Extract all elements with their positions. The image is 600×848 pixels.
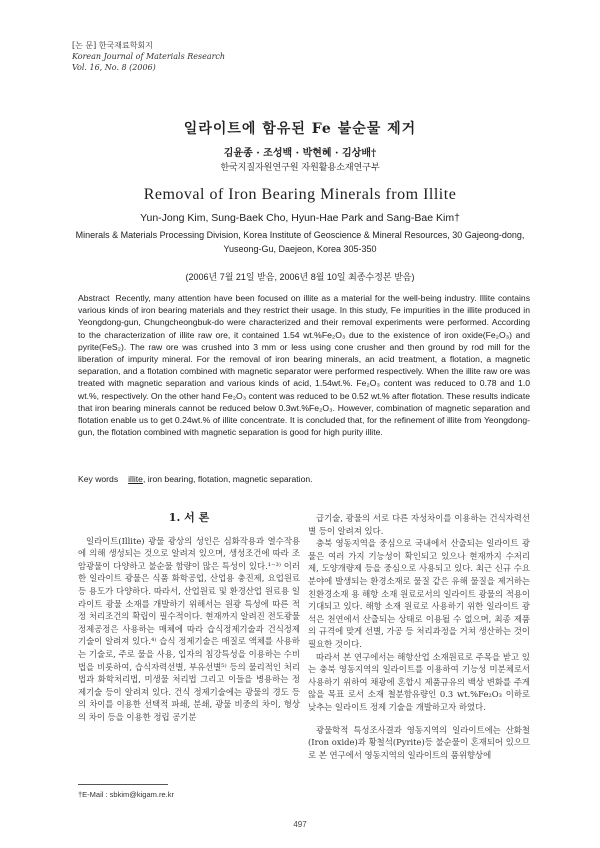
authors-korean: 김윤종 · 조성백 · 박현혜 · 김상배† xyxy=(223,148,377,159)
abstract-label: Abstract xyxy=(78,293,110,303)
journal-name-en: Korean Journal of Materials Research xyxy=(72,52,226,61)
paragraph: 급기술, 광물의 서로 다른 자성차이를 이용하는 건식자력선별 등이 알려져 있다. xyxy=(308,513,530,536)
abstract-text: Recently, many attention have been focused on illite as a material for the well-being industry. Illite contains various kinds of iron bearing materials and they restrict their usage. In this study, Fe impurities in the illite produced in Yeongdong-gun, Chungcheongbuk-do were characterized and their removal experiments were performed. According to the characterization of illite raw ore, it contained 1.54 wt.%Fe₂O₃ due to the existence of iron oxide(Fe₂O₃) and pyrite(FeS₂). The raw ore was crushed into 3 mm or less using cone crusher and then ground by rod mill for the liberation of impurity mineral. For the removal of iron bearing minerals, an acid treatment, a flotation, a magnetic separation, and a flotation combined with magnetic separator were performed respectively. When the illite raw ore was treated with magnetic separation and various kinds of acid, 1.54wt.%. Fe₂O₃ content was reduced to 0.78 and 1.0 wt.%, respectively. On the other hand Fe₂O₃ content was reduced to be 0.52 wt.% after flotation. These results indicate that iron bearing minerals cannot be reduced below 0.3wt.%Fe₂O₃. However, combination of magnetic separation and flotation enable us to get 0.24wt.% of illite concentrate. It is concluded that, for the refinement of illite from Yeongdong-gun, the flotation combined with magnetic separation is good for high purity illite. xyxy=(78,293,530,438)
journal-header xyxy=(72,40,225,73)
paragraph: 일라이트(Illite) 광물 광상의 성인은 심화작용과 열수작용에 의해 생성되는 것으로 알려져 있으며, 생성조건에 따라 조암광물이 다양하고 불순물 함량이 많은 특성이 있다.¹⁻³⁾ 이러한 일라이트 광물은 식품 화학공업, 산업용 충진제, 요업원료 등 용도가 다양하다. 따라서, 산업원료 및 환경산업 원료용 일라이트 광물 소재를 개발하기 위해서는 원광 특성에 따른 적정 처리조건의 확립이 필수적이다. 현재까지 알려진 전도광물 정제공정은 사용하는 매체에 따라 습식정제기술과 건식정제기술이 알려져 있다.⁴⁾ 습식 정제기술은 매질로 액체를 사용하는 기술로, 주로 물을 사용, 입자의 침강특성을 이용하는 수비법을 비롯하여, 습식자력선별, 부유선별⁵⁾ 등의 물리적인 처리법과 화학처리법, 미생물 처리법 그리고 이들을 병용하는 정제기술 등이 알려져 있다. 건식 정제기술에는 광물의 경도 등의 차이를 이용한 선택적 파쇄, 분쇄, 광물 비중의 차이, 형상의 차이 등을 이용한 정립 공기분 xyxy=(78,535,300,722)
title-english: Removal of Iron Bearing Minerals from Illite xyxy=(143,186,457,203)
paragraph: 충북 영동지역을 중심으로 국내에서 산출되는 일라이트 광물은 여러 가지 기능성이 확인되고 있으나 현재까지 수저리제, 도양개량제 등을 중심으로 사용되고 있다. 최근 신규 수요 분야에 발생되는 환경소재로 물질 같은 유해 물질을 제거하는 친환경소재 용 해항 소재 원료로서의 일라이트 광물의 적용이 기대되고 있다. 해항 소재 원료로 사용하기 위한 일라이트 광석은 천연에서 산출되는 상태로 이용될 수 없으며, 최종 제품의 규격에 맞게 선별, 가공 등 처리과정을 거쳐 생산하는 것이 필요한 것이다. xyxy=(308,538,530,649)
affiliation-korean: 한국지질자원연구원 자원활용소재연구부 xyxy=(220,163,380,173)
body-right-column xyxy=(308,512,530,761)
journal-name-ko: [논 문] 한국재료학회지 xyxy=(72,41,153,50)
journal-volume: Vol. 16, No. 8 (2006) xyxy=(72,63,156,72)
paragraph: 따라서 본 연구에서는 해항산업 소재원료로 주목을 받고 있는 충북 영동지역의 일라이트를 이용하여 기능성 미분체로서 사용하기 위하여 채광에 혼합시 제품규유의 백상 변화를 주게 않을 목표 로서 소재 철분함유량인 0.3 wt.%Fe₂O₃ 이하로 낮추는 일라이트 정제 기술을 개발하고자 하였다. xyxy=(308,651,530,712)
received-dates: (2006년 7월 21일 받음, 2006년 8월 10일 최종수정본 받음) xyxy=(185,272,415,282)
title-korean: 일라이트에 함유된 Fe 불순물 제거 xyxy=(183,121,417,137)
footnote-email: †E-Mail : sbkim@kigam.re.kr xyxy=(78,790,174,799)
keywords-label: Key words xyxy=(78,474,119,484)
body-left-column xyxy=(78,512,300,724)
page-number: 497 xyxy=(293,820,307,829)
keyword-illite: illite xyxy=(128,474,143,484)
paragraph: 광물학적 특성조사결과 영동지역의 일라이트에는 산화철(Iron oxide)과 황철석(Pyrite)등 불순물이 혼재되어 있으므로 본 연구에서 영동지역의 일라이트의 품위향상에 xyxy=(308,724,530,760)
keywords xyxy=(78,474,530,484)
abstract xyxy=(78,292,530,438)
affiliation-english: Minerals & Materials Processing Division, Korea Institute of Geoscience & Mineral Resources, 30 Gajeong-dong, Yuseong-Gu, Daejeon, Korea 305-350 xyxy=(75,230,525,254)
section-heading: 1. 서 론 xyxy=(168,511,210,524)
footnote-divider xyxy=(78,784,168,785)
authors-english: Yun-Jong Kim, Sung-Baek Cho, Hyun-Hae Park and Sang-Bae Kim† xyxy=(140,212,460,224)
keywords-rest: , iron bearing, flotation, magnetic separation. xyxy=(142,474,313,484)
